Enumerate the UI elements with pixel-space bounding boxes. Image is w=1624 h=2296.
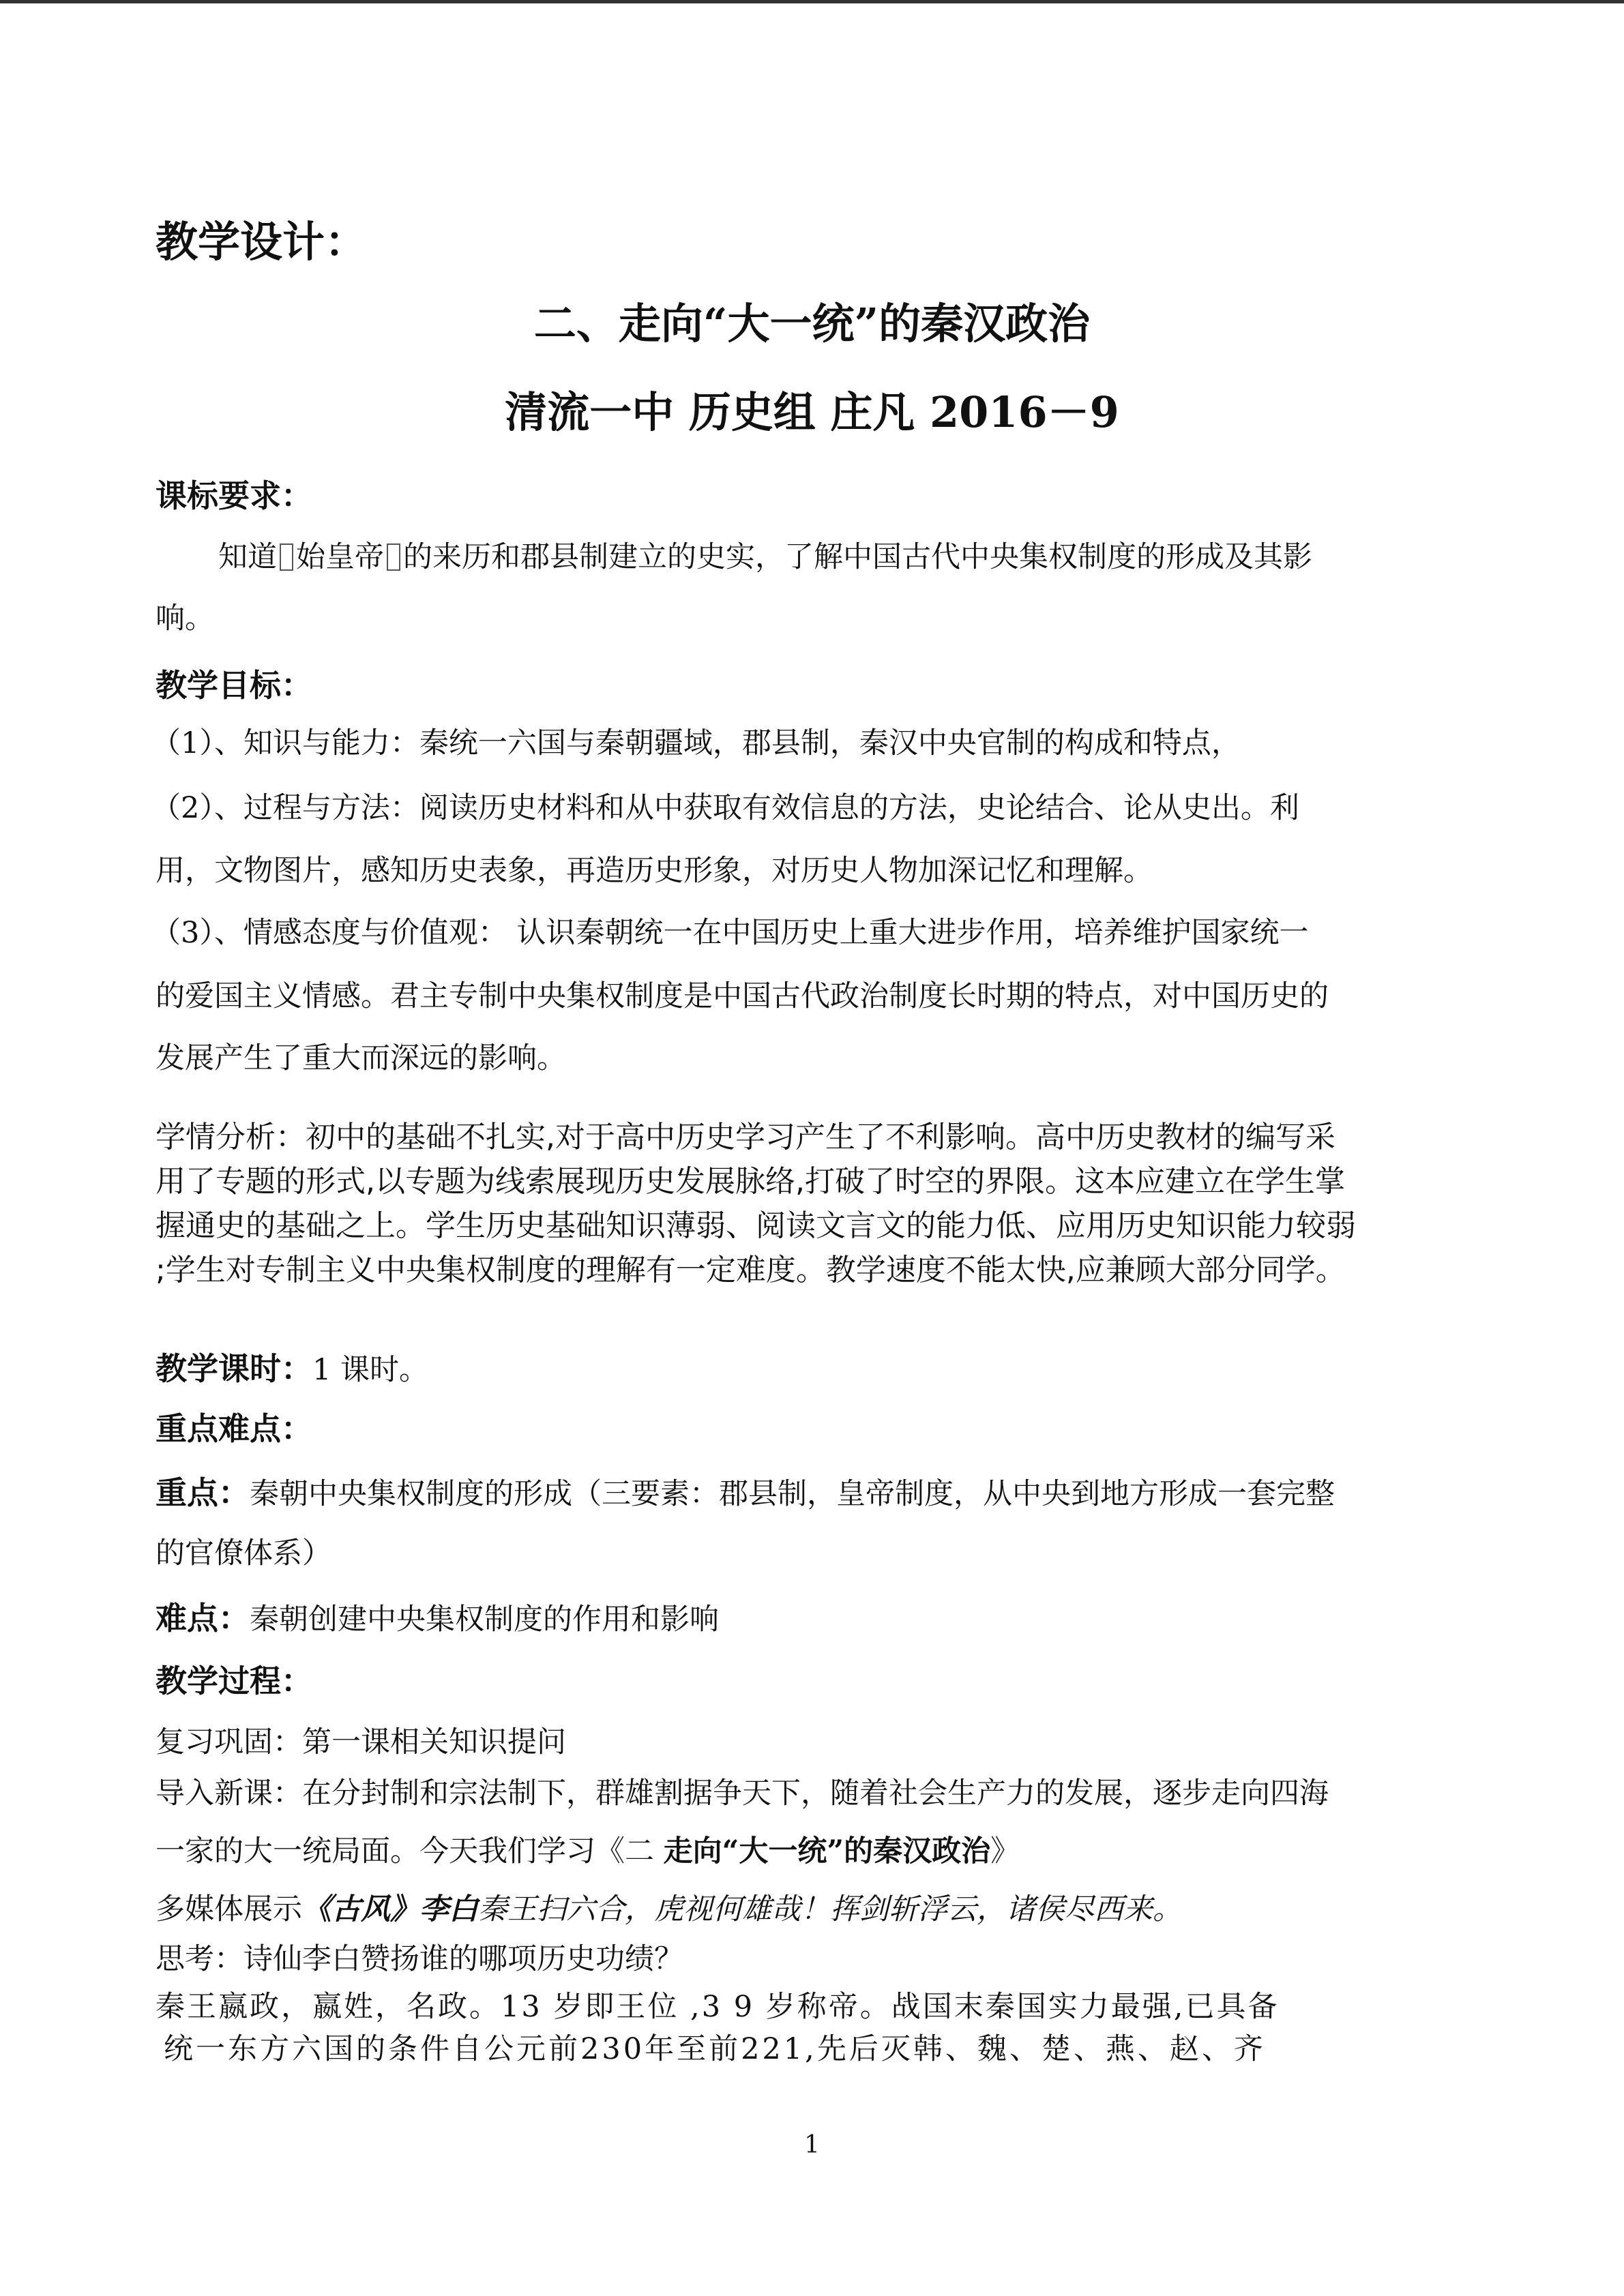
think-line: 思考：诗仙李白赞扬谁的哪项历史功绩？ (156, 1942, 683, 1976)
media-line: 多媒体展示《古风》李白秦王扫六合，虎视何雄哉！挥剑斩浮云，诸侯尽西来。 (156, 1892, 1182, 1926)
difficulty-line: 难点：秦朝创建中央集权制度的作用和影响 (156, 1600, 719, 1637)
objective-line: （3）、情感态度与价值观： 认识秦朝统一在中国历史上重大进步作用，培养维护国家统一 (151, 916, 1309, 950)
objective-line: （2）、过程与方法：阅读历史材料和从中获取有效信息的方法，史论结合、论从史出。利 (151, 791, 1299, 825)
process-label: 教学过程： (156, 1663, 312, 1699)
objectives-label: 教学目标： (156, 667, 312, 704)
intro-line2: 一家的大一统局面。今天我们学习《二 走向“大一统”的秦汉政治》 (156, 1834, 1020, 1868)
objective-line: 发展产生了重大而深远的影响。 (156, 1041, 566, 1075)
difficulty-label: 难点： (156, 1600, 250, 1637)
review-line: 复习巩固：第一课相关知识提问 (156, 1725, 566, 1759)
keypoint-line: 重点：秦朝中央集权制度的形成（三要素：郡县制，皇帝制度，从中央到地方形成一套完整 (156, 1474, 1335, 1511)
author-line: 清流一中 历史组 庄凡 2016－9 (505, 387, 1119, 437)
keypoint-line2: 的官僚体系） (156, 1536, 331, 1570)
analysis-line: 握通史的基础之上。学生历史基础知识薄弱、阅读文言文的能力低、应用历史知识能力较弱 (156, 1208, 1356, 1243)
intro-line: 导入新课：在分封制和宗法制下，群雄割据争天下，随着社会生产力的发展，逐步走向四海 (156, 1776, 1329, 1810)
hours-label: 教学课时： (156, 1350, 312, 1387)
document-heading: 教学设计： (156, 217, 368, 267)
standard-text: 知道 始皇帝 的来历和郡县制建立的史实，了解中国古代中央集权制度的形成及其影 (218, 540, 1312, 574)
objective-line: 用，文物图片，感知历史表象，再造历史形象，对历史人物加深记忆和理解。 (156, 854, 1153, 888)
missing-glyph-box (387, 543, 400, 571)
qin-line: 秦王嬴政，嬴姓，名政。13 岁即王位 ,3 9 岁称帝。战国末秦国实力最强,已具备 (156, 1990, 1280, 2024)
hours-line: 教学课时：1 课时。 (156, 1350, 429, 1387)
analysis-line: 学情分析：初中的基础不扎实,对于高中历史学习产生了不利影响。高中历史教材的编写采 (156, 1120, 1335, 1154)
lesson-title: 二、走向“大一统”的秦汉政治 (533, 299, 1091, 348)
analysis-line: 用了专题的形式,以专题为线索展现历史发展脉络,打破了时空的界限。这本应建立在学生掌 (156, 1164, 1345, 1199)
analysis-line: ;学生对专制主义中央集权制度的理解有一定难度。教学速度不能太快,应兼顾大部分同学。 (156, 1253, 1346, 1287)
keypoints-label: 重点难点： (156, 1410, 312, 1447)
top-border (0, 0, 1624, 3)
page-number: 1 (804, 2131, 820, 2159)
standard-text-line2: 响。 (156, 601, 214, 636)
key-label: 重点： (156, 1474, 250, 1511)
standard-label: 课标要求： (156, 477, 312, 514)
missing-glyph-box (280, 543, 293, 571)
objective-line: 的爱国主义情感。君主专制中央集权制度是中国古代政治制度长时期的特点，对中国历史的 (156, 979, 1329, 1013)
qin-line2: 统一东方六国的条件自公元前230年至前221,先后灭韩、魏、楚、燕、赵、齐 (164, 2032, 1266, 2066)
objective-line: （1）、知识与能力：秦统一六国与秦朝疆域，郡县制，秦汉中央官制的构成和特点， (151, 726, 1241, 760)
